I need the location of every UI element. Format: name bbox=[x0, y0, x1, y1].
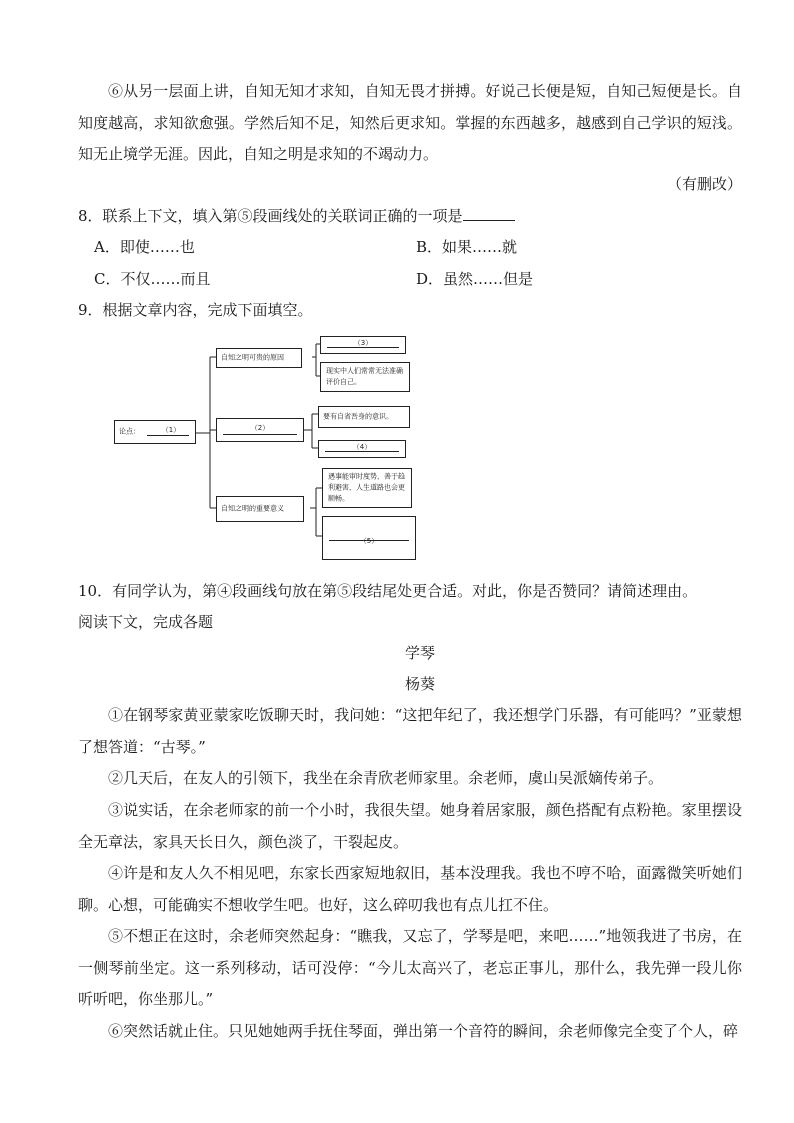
reason-detail-box bbox=[320, 362, 410, 392]
blank-number-2: （2） bbox=[250, 424, 270, 433]
source-note: （有删改） bbox=[666, 175, 742, 193]
significance-detail-text: 遇事能审时度势，善于趋利避害，人生道路也会更顺畅。 bbox=[328, 472, 405, 503]
option-b[interactable]: B．如果……就 bbox=[416, 238, 518, 256]
blank-number-4: （4） bbox=[352, 443, 372, 452]
significance-detail-box bbox=[322, 468, 412, 508]
blank-number-3: （3） bbox=[353, 339, 373, 348]
article-title: 学琴 bbox=[404, 644, 435, 662]
thesis-label: 论点： bbox=[119, 427, 140, 436]
blank-box-4 bbox=[318, 440, 406, 458]
option-c[interactable]: C．不仅……而且 bbox=[94, 270, 211, 288]
argument-structure-diagram bbox=[112, 330, 422, 564]
article-paragraph-1: ①在钢琴家黄亚蒙家吃饭聊天时，我问她：“这把年纪了，我还想学门乐器，有可能吗？”亚蒙想了想答道：“古琴。” bbox=[78, 706, 742, 756]
thesis-box bbox=[114, 420, 196, 444]
question-8 bbox=[78, 206, 515, 226]
article-paragraph-6: ⑥突然话就止住。只见她她两手抚住琴面，弹出第一个音符的瞬间，余老师像完全变了个人，碎 bbox=[108, 1022, 739, 1040]
blank-number-5: （5） bbox=[359, 536, 379, 545]
reason-label: 自知之明可贵的原因 bbox=[221, 353, 284, 362]
option-d[interactable]: D．虽然……但是 bbox=[416, 270, 534, 288]
article-paragraph-2: ②几天后，在友人的引领下，我坐在余青欣老师家里。余老师，虞山吴派嫡传弟子。 bbox=[108, 769, 664, 787]
passage-paragraph-6: ⑥从另一层面上讲，自知无知才求知，自知无畏才拼搏。好说己长便是短，自知己短便是长。自知度越高，求知欲愈强。学然后知不足，知然后更求知。掌握的东西越多，越感到自己学识的短浅。知无止境学无涯。因此，自知之明是求知的不竭动力。 bbox=[78, 82, 742, 163]
answer-blank[interactable] bbox=[463, 206, 515, 221]
question-8-stem: 8．联系上下文，填入第⑤段画线处的关联词正确的一项是 bbox=[78, 207, 463, 225]
article-author: 杨葵 bbox=[404, 675, 435, 693]
question-9-stem: 9．根据文章内容，完成下面填空。 bbox=[78, 301, 313, 319]
article-paragraph-3: ③说实话，在余老师家的前一个小时，我很失望。她身着居家服，颜色搭配有点粉艳。家里摆设全无章法，家具天长日久，颜色淡了，干裂起皮。 bbox=[78, 801, 742, 851]
significance-label: 自知之明的重要意义 bbox=[221, 504, 284, 513]
self-reflection-text: 要有自省吾身的意识。 bbox=[323, 412, 393, 421]
blank-number-1: （1） bbox=[161, 426, 181, 435]
question-10-stem: 10．有同学认为，第④段画线句放在第⑤段结尾处更合适。对此，你是否赞同？请简述理由。 bbox=[78, 582, 698, 600]
article-paragraph-4: ④许是和友人久不相见吧，东家长西家短地叙旧，基本没理我。我也不哼不哈，面露微笑听她们聊。心想，可能确实不想收学生吧。也好，这么碎叨我也有点儿扛不住。 bbox=[78, 864, 742, 914]
article-paragraph-5: ⑤不想正在这时，余老师突然起身：“瞧我，又忘了，学琴是吧，来吧……”地领我进了书房，在一侧琴前坐定。这一系列移动，话可没停：“今儿太高兴了，老忘正事儿，那什么，我先弹一段儿你听听吧，你坐那儿。” bbox=[78, 927, 742, 1008]
reading-intro: 阅读下文，完成各题 bbox=[78, 613, 214, 631]
blank-box-5 bbox=[322, 516, 416, 560]
significance-box bbox=[216, 496, 304, 522]
blank-box-2 bbox=[216, 418, 304, 442]
option-a[interactable]: A．即使……也 bbox=[94, 238, 195, 256]
reason-detail-text: 现实中人们常常无法准确评价自己。 bbox=[326, 367, 403, 386]
reason-box bbox=[216, 348, 302, 368]
self-reflection-box bbox=[318, 406, 410, 428]
blank-box-3 bbox=[320, 336, 406, 354]
